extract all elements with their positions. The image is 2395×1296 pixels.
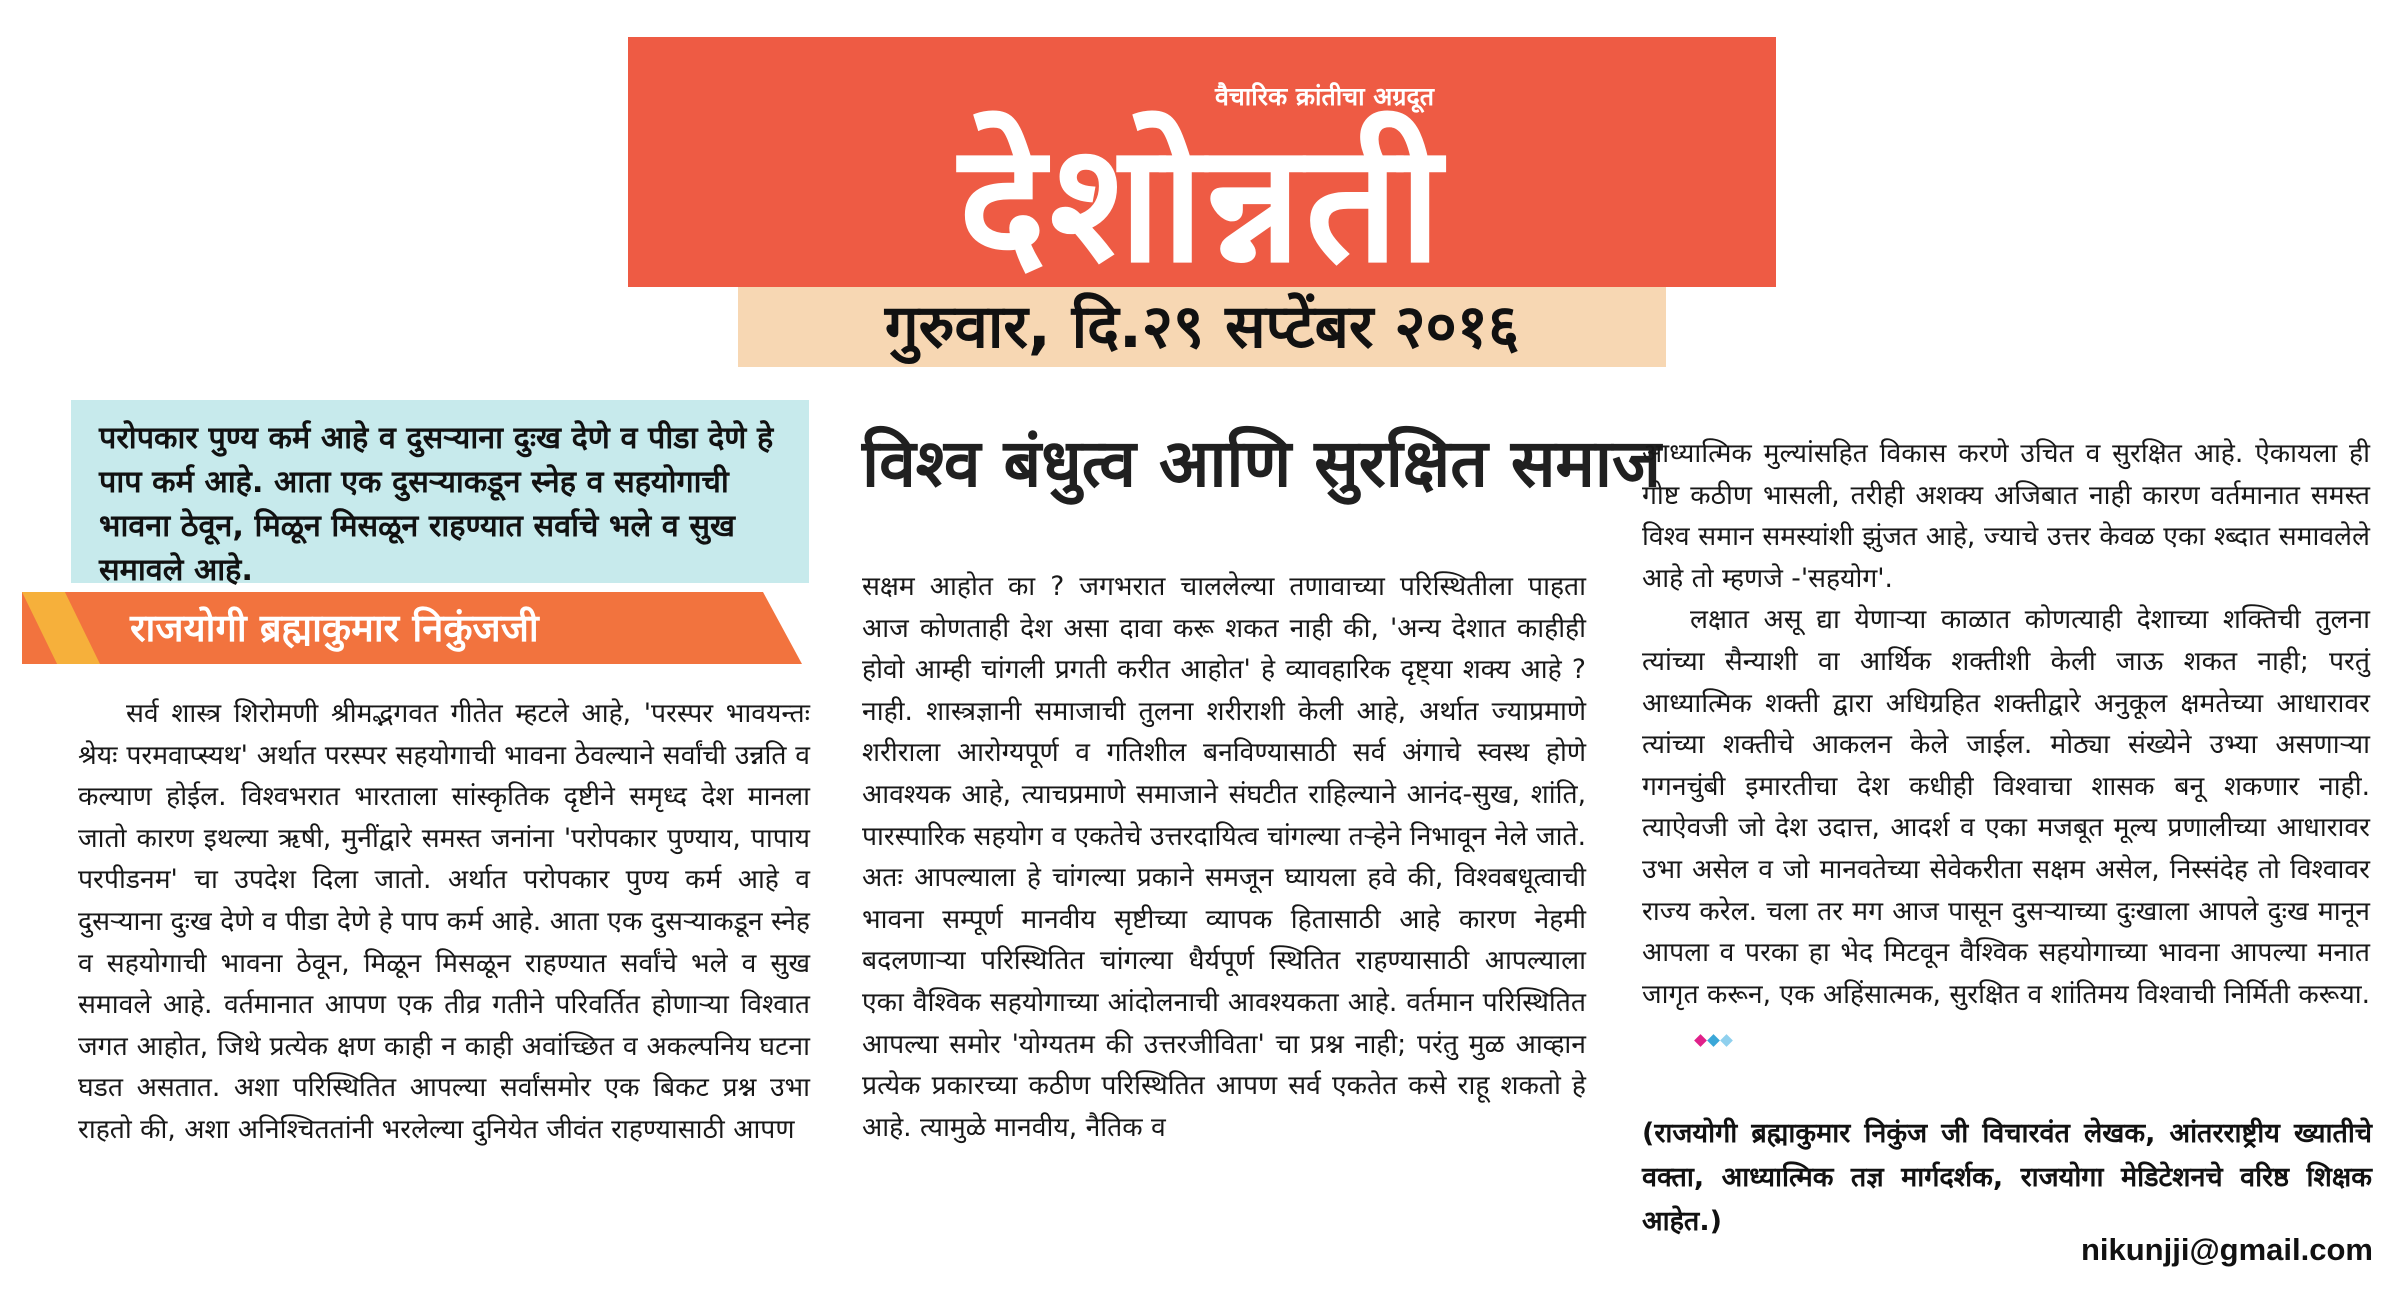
author-bio: (राजयोगी ब्रह्माकुमार निकुंज जी विचारवंत लेखक, आंतरराष्ट्रीय ख्यातीचे वक्ता, आध्यात्मिक तज्ञ मार्गदर्शक, राजयोगा मेडिटेशनचे वरिष्ठ शिक्षक आहेत.) [1642, 1118, 2372, 1237]
newspaper-name: देशोन्नती [958, 108, 1446, 287]
article-paragraph: सक्षम आहोत का ? जगभरात चाललेल्या तणावाच्या परिस्थितीला पाहता आज कोणताही देश असा दावा करू शकत नाही की, 'अन्य देशात काहीही होवो आम्ही चांगली प्रगती करीत आहोत' हे व्यावहारिक दृष्ट्या शक्य आहे ? नाही. शास्त्रज्ञानी समाजाची तुलना शरीराशी केली आहे, अर्थात ज्याप्रमाणे शरीराला आरोग्यपूर्ण व गतिशील बनविण्यासाठी सर्व अंगाचे स्वस्थ होणे आवश्यक आहे, त्याचप्रमाणे समाजाने संघटीत राहिल्याने आनंद-सुख, शांति, पारस्पारिक सहयोग व एकतेचे उत्तरदायित्व चांगल्या तऱ्हेने निभावून नेले जाते. अतः आपल्याला हे चांगल्या प्रकाने समजून घ्यायला हवे की, विश्वबधूत्वाची भावना सम्पूर्ण मानवीय सृष्टीच्या व्यापक हितासाठी आहे कारण नेहमी बदलणाऱ्या परिस्थितित चांगल्या धैर्यपूर्ण स्थितित राहण्यासाठी आपल्याला एका वैश्विक सहयोगाच्या आंदोलनाची आवश्यकता आहे. वर्तमान परिस्थितित आपल्या समोर 'योग्यतम की उत्तरजीविता' चा प्रश्न नाही; परंतु मुळ आव्हान प्रत्येक प्रकारच्या कठीण परिस्थितित आपण सर्व एकतेत कसे राहू शकतो हे आहे. त्यामुळे मानवीय, नैतिक व [862, 571, 1586, 1143]
pull-quote-box: परोपकार पुण्य कर्म आहे व दुसऱ्याना दुःख देणे व पीडा देणे हे पाप कर्म आहे. आता एक दुसऱ्याकडून स्नेह व सहयोगाची भावना ठेवून, मिळून मिसळून राहण्यात सर्वाचे भले व सुख समावले आहे. [71, 400, 809, 583]
article-paragraph: आध्यात्मिक मुल्यांसहित विकास करणे उचित व सुरक्षित आहे. ऐकायला ही गोष्ट कठीण भासली, तरीही अशक्य अजिबात नाही कारण वर्तमानात समस्त विश्व समान समस्यांशी झुंजत आहे, ज्याचे उत्तर केवळ एका श्ब्दात समावलेले आहे तो म्हणजे -'सहयोग'. [1642, 438, 2370, 594]
diamond-icon [1707, 1034, 1720, 1047]
article-paragraph-closing [1642, 599, 2370, 1057]
article-headline: विश्व बंधुत्व आणि सुरक्षित समाज [862, 425, 1661, 502]
article-column-3 [1642, 433, 2370, 1058]
closing-text: लक्षात असू द्या येणाऱ्या काळात कोणत्याही देशाच्या शक्तिची तुलना त्यांच्या सैन्याशी वा आर्थिक शक्तीशी केली जाऊ शकत नाही; परतुं आध्यात्मिक शक्ती द्वारा अधिग्रहित शक्तीद्वारे अनुकूल क्षमतेच्या आधारावर त्यांच्या शक्तीचे आकलन केले जाईल. मोठ्या संख्येने उभ्या असणाऱ्या गगनचुंबी इमारतीचा देश कधीही विश्वाचा शासक बनू शकणार नाही. त्याऐवजी जो देश उदात्त, आदर्श व एका मजबूत मूल्य प्रणालीच्या आधारावर उभा असेल व जो मानवतेच्या सेवेकरीता सक्षम असेल, निस्संदेह तो विश्वावर राज्य करेल. चला तर मग आज पासून दुसऱ्याच्या दुःखाला आपले दुःख मानून आपला व परका हा भेद मिटवून वैश्विक सहयोगाच्या भावना आपल्या मनात जागृत करून, एक अहिंसात्मक, सुरक्षित व शांतिमय विश्वाची निर्मिती करूया. [1642, 604, 2370, 1010]
article-column-2 [862, 566, 1586, 1148]
publication-date: गुरुवार, दि.२९ सप्टेंबर २०१६ [738, 287, 1666, 367]
diamond-icon [1694, 1034, 1707, 1047]
masthead [628, 37, 1776, 287]
article-paragraph: सर्व शास्त्र शिरोमणी श्रीमद्भगवत गीतेत म्हटले आहे, 'परस्पर भावयन्तः श्रेयः परमवाप्स्यथ' अर्थात परस्पर सहयोगाची भावना ठेवल्याने सर्वांची उन्नति व कल्याण होईल. विश्वभरात भारताला सांस्कृतिक दृष्टीने समृध्द देश मानला जातो कारण इथल्या ऋषी, मुनींद्वारे समस्त जनांना 'परोपकार पुण्याय, पापाय परपीडनम' चा उपदेश दिला जातो. अर्थात परोपकार पुण्य कर्म आहे व दुसऱ्याना दुःख देणे व पीडा देणे हे पाप कर्म आहे. आता एक दुसऱ्याकडून स्नेह व सहयोगाची भावना ठेवून, मिळून मिसळून राहण्यात सर्वांचे भले व सुख समावले आहे. वर्तमानात आपण एक तीव्र गतीने परिवर्तित होणाऱ्या विश्वात जगत आहोत, जिथे प्रत्येक क्षण काही न काही अवांच्छित व अकल्पनिय घटना घडत असतात. अशा परिस्थितित आपल्या सर्वांसमोर एक बिकट प्रश्न उभा राहतो की, अशा अनिश्चिततांनी भरलेल्या दुनियेत जीवंत राहण्यासाठी आपण [78, 698, 810, 1145]
end-mark-diamonds-icon [1648, 1016, 1735, 1058]
author-byline: राजयोगी ब्रह्माकुमार निकुंजजी [130, 606, 539, 650]
author-email: nikunjji@gmail.com [2080, 1232, 2373, 1267]
article-column-1 [78, 693, 810, 1151]
diamond-icon [1720, 1034, 1733, 1047]
masthead-tagline: वैचारिक क्रांतीचा अग्रदूत [1215, 82, 1435, 111]
